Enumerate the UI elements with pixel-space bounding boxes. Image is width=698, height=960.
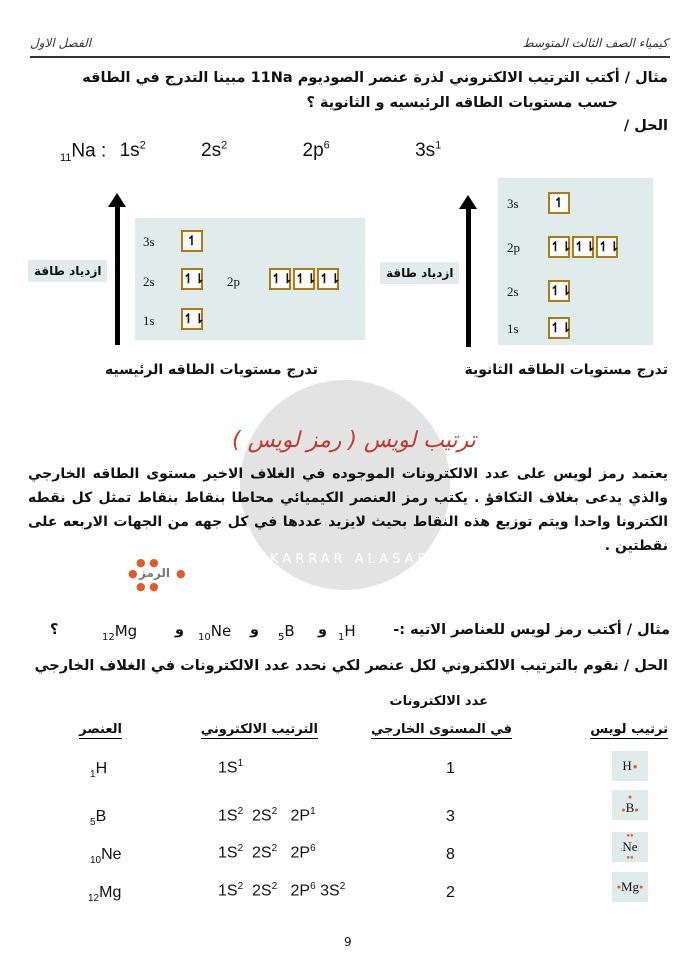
dot-icon: ● xyxy=(627,793,633,801)
example2-solution: الحل / نقوم بالترتيب الالكتروني لكل عنصر لكي نحدد عدد الالكترونات في الغلاف الخارجي xyxy=(34,658,668,674)
orbital-box-1s: ↿⇂ xyxy=(548,317,570,339)
energy-increase-label-sub: ازدياد طاقة xyxy=(380,262,459,284)
lewis-section-title: ترتيب لويس ( رمز لويس ) xyxy=(232,428,476,453)
table-row-config: $1S^2$ $2S^2$ $2P^1$ xyxy=(218,806,316,825)
na-atomic-number: 11 xyxy=(60,152,72,165)
config-term: $1s^2$ xyxy=(119,140,146,162)
and-separator: و xyxy=(250,622,260,638)
dot-icon: ●● xyxy=(626,833,634,839)
level-label-2p: 2p xyxy=(227,274,240,289)
page-number: 9 xyxy=(344,935,352,949)
dot-icon: ● xyxy=(176,567,186,580)
orbital-box-2p-2: ↿⇂ xyxy=(572,236,594,258)
level-label-2s: 2s xyxy=(507,284,519,299)
table-row-count: 2 xyxy=(446,884,455,901)
lewis-structure-mg: ● Mg ● xyxy=(612,872,648,902)
lewis-structure-b: ● ●B● xyxy=(612,790,648,820)
orbital-box-2s: ↿⇂ xyxy=(181,268,203,290)
table-row-element: $_1$H xyxy=(90,760,108,781)
col-header-count: في المستوى الخارجي xyxy=(371,722,512,737)
dot-icon: ● xyxy=(639,883,644,891)
level-label-2s: 2s xyxy=(143,274,155,289)
lewis-paragraph: يعتمد رمز لويس على عدد الالكترونات الموجوده في الغلاف الاخير مستوى الطاقه الخارجي والذي يدعى بغلاف التكافؤ . يكتب رمز العنصر الكيميائي محاطا بنقاط بنقاط تمثل كل نقطه الكترونا واحدا ويتم توزيع هذه النقاط بحيث لايزيد عددها في كل جهه من الجهات الاربعه على نقطتين . xyxy=(28,466,668,554)
lewis-structure-ne: ●● :Ne: ●● xyxy=(612,832,648,862)
config-term: $2p^6$ xyxy=(302,140,330,162)
table-row-element: $_{12}$Mg xyxy=(88,884,122,905)
table-row-element: $_5$B xyxy=(90,808,107,829)
diagram-main-caption: تدرج مستويات الطاقه الرئيسيه xyxy=(105,362,318,378)
and-separator: و xyxy=(318,622,328,638)
example2-question-row xyxy=(30,622,670,644)
example1-question-line2: حسب مستويات الطاقه الرئيسيه و الثانوية ؟ xyxy=(306,95,618,111)
table-row-config: $1S^2$ $2S^2$ $2P^6$ $3S^2$ xyxy=(218,881,346,900)
header-subject: كيمياء الصف الثالث المتوسط xyxy=(522,36,668,50)
example1-solution-label: الحل / xyxy=(623,118,668,134)
energy-arrow-main xyxy=(115,205,120,345)
orbital-box-1s: ↿⇂ xyxy=(181,308,203,330)
watermark-text: KARRAR ALASADY xyxy=(270,552,443,567)
dot-icon: ● xyxy=(634,806,639,814)
level-label-1s: 1s xyxy=(143,313,155,328)
dot-icon: ● xyxy=(616,883,621,891)
level-label-1s: 1s xyxy=(507,321,519,336)
dot-icon: : xyxy=(637,847,640,853)
table-row-element: $_{10}$Ne xyxy=(90,846,122,867)
na-symbol: Na : xyxy=(71,140,107,162)
symbol-label: الرمز xyxy=(139,566,170,580)
orbital-box-2s: ↿⇂ xyxy=(548,280,570,302)
dot-icon: ● ● xyxy=(136,556,159,569)
lewis-structure-h: H ● xyxy=(612,751,648,781)
level-label-3s: 3s xyxy=(143,234,155,249)
config-term: $2s^2$ xyxy=(201,140,228,162)
dot-icon: ● ● xyxy=(136,580,159,593)
diagram-main-panel xyxy=(135,218,365,340)
header-chapter: الفصل الاول xyxy=(30,36,92,50)
orbital-box-2p-2: ↿⇂ xyxy=(293,268,315,290)
table-row-count: 1 xyxy=(446,760,455,777)
col-header-config: الترتيب الالكتروني xyxy=(200,722,318,737)
element-h: $_1$H xyxy=(338,622,356,643)
table-row-count: 3 xyxy=(446,808,455,825)
dot-icon: ● xyxy=(621,806,626,814)
question-mark: ؟ xyxy=(50,622,59,638)
table-row-count: 8 xyxy=(446,846,455,863)
dot-icon: : xyxy=(620,847,623,853)
example1-question-line1: مثال / أكتب الترتيب الالكتروني لذرة عنصر الصوديوم 11Na مبينا التدرج في الطاقه xyxy=(82,70,668,86)
element-ne: $_{10}$Ne xyxy=(198,622,232,643)
element-b: $_5$B xyxy=(278,622,295,643)
orbital-box-3s: ↿ xyxy=(548,192,570,214)
dot-icon: ● xyxy=(632,761,638,771)
orbital-box-2p-1: ↿⇂ xyxy=(269,268,291,290)
element-mg: $_{12}$Mg xyxy=(102,622,138,643)
diagram-sub-caption: تدرج مستويات الطاقه الثانوية xyxy=(464,362,668,378)
orbital-box-3s: ↿ xyxy=(181,230,203,252)
config-term: $3s^1$ xyxy=(415,140,442,162)
table-row-config: $1S^1$ xyxy=(218,758,244,777)
table-row-config: $1S^2$ $2S^2$ $2P^6$ xyxy=(218,843,316,862)
header-divider xyxy=(30,56,670,58)
dot-icon: ●● xyxy=(626,855,634,861)
dot-icon: ● xyxy=(128,567,138,580)
col-header-count-top: عدد الالكترونات xyxy=(389,694,488,709)
col-header-lewis: ترتيب لويس xyxy=(590,722,668,737)
energy-arrow-sub xyxy=(466,207,471,347)
and-separator: و xyxy=(175,622,185,638)
example2-question: مثال / أكتب رمز لويس للعناصر الاتيه :- xyxy=(393,622,670,638)
orbital-box-2p-3: ↿⇂ xyxy=(596,236,618,258)
level-label-3s: 3s xyxy=(507,196,519,211)
col-header-element: العنصر xyxy=(79,722,122,737)
orbital-box-2p-3: ↿⇂ xyxy=(317,268,339,290)
orbital-box-2p-1: ↿⇂ xyxy=(548,236,570,258)
diagram-sub-panel xyxy=(498,178,653,345)
na-config xyxy=(60,140,441,164)
level-label-2p: 2p xyxy=(507,240,520,255)
lewis-symbol-illustration xyxy=(128,556,186,593)
energy-increase-label-main: ازدياد طاقة xyxy=(28,260,107,282)
